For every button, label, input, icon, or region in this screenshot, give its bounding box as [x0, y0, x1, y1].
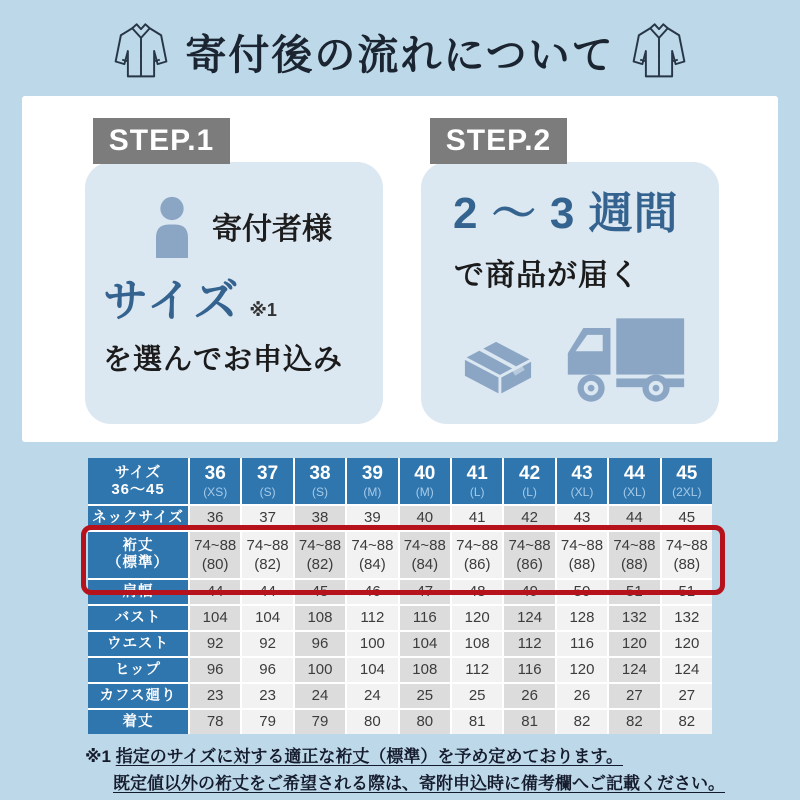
table-cell: 104 [347, 658, 397, 682]
steps-panel [22, 96, 778, 442]
table-cell: 81 [504, 710, 554, 734]
table-cell: 26 [504, 684, 554, 708]
table-cell: 37 [242, 506, 292, 530]
table-cell: 48 [452, 580, 502, 604]
table-cell: 74~88 (88) [557, 532, 607, 578]
table-cell: 112 [504, 632, 554, 656]
footnote [85, 743, 725, 797]
table-cell: 26 [557, 684, 607, 708]
table-cell: 104 [242, 606, 292, 630]
table-cell: 44 [609, 506, 659, 530]
table-cell: 24 [347, 684, 397, 708]
table-col-header: 37 (S) [242, 458, 292, 504]
table-cell: 112 [452, 658, 502, 682]
table-cell: 96 [190, 658, 240, 682]
table-cell: 46 [347, 580, 397, 604]
table-col-header: 42 (L) [504, 458, 554, 504]
table-cell: 108 [295, 606, 345, 630]
table-cell: 27 [662, 684, 712, 708]
table-cell: 50 [557, 580, 607, 604]
package-icon [452, 330, 544, 406]
table-cell: 82 [609, 710, 659, 734]
table-cell: 45 [662, 506, 712, 530]
size-line [103, 275, 383, 326]
table-cell: 92 [242, 632, 292, 656]
table-cell: 81 [452, 710, 502, 734]
table-cell: 116 [557, 632, 607, 656]
table-cell: 104 [400, 632, 450, 656]
table-cell: 128 [557, 606, 607, 630]
table-cell: 74~88 (82) [242, 532, 292, 578]
table-cell: 79 [295, 710, 345, 734]
table-cell: 120 [452, 606, 502, 630]
table-col-header: 43 (XL) [557, 458, 607, 504]
step1-card [85, 162, 383, 424]
table-cell: 78 [190, 710, 240, 734]
table-cell: 45 [295, 580, 345, 604]
arrival-text: で商品が届く [454, 259, 640, 292]
table-cell: 79 [242, 710, 292, 734]
table-cell: 25 [400, 684, 450, 708]
table-cell: 39 [347, 506, 397, 530]
table-cell: 74~88 (84) [400, 532, 450, 578]
table-cell: 74~88 (86) [504, 532, 554, 578]
table-row-label: ウエスト [88, 632, 188, 656]
table-cell: 27 [609, 684, 659, 708]
size-note-ref: ※1 [249, 300, 277, 320]
size-word: サイズ [103, 275, 241, 326]
footnote-marker: ※1 [85, 747, 111, 766]
table-cell: 112 [347, 606, 397, 630]
table-cell: 24 [295, 684, 345, 708]
table-cell: 44 [242, 580, 292, 604]
table-cell: 74~88 (82) [295, 532, 345, 578]
shirt-icon-right [631, 20, 687, 82]
table-row-label: 裄丈 （標準） [88, 532, 188, 578]
step2-card [421, 162, 719, 424]
table-cell: 116 [400, 606, 450, 630]
table-cell: 74~88 (88) [662, 532, 712, 578]
duration-text: 2 ～ 3 週間 [453, 189, 679, 238]
table-cell: 124 [504, 606, 554, 630]
table-cell: 96 [295, 632, 345, 656]
shirt-icon-left [113, 20, 169, 82]
table-cell: 40 [400, 506, 450, 530]
footnote-line2: 既定値以外の裄丈をご希望される際は、寄附申込時に備考欄へご記載ください。 [113, 774, 725, 794]
table-cell: 47 [400, 580, 450, 604]
table-cell: 96 [242, 658, 292, 682]
table-cell: 132 [662, 606, 712, 630]
table-col-header: 41 (L) [452, 458, 502, 504]
table-cell: 44 [190, 580, 240, 604]
action-text: を選んでお申込み [103, 344, 344, 376]
person-icon [148, 194, 196, 258]
table-cell: 124 [662, 658, 712, 682]
footnote-line1: ※1 指定のサイズに対する適正な裄丈（標準）を予め定めております。 [85, 747, 623, 766]
table-col-header: 45 (2XL) [662, 458, 712, 504]
page-title: 寄付後の流れについて [185, 31, 615, 78]
table-cell: 120 [662, 632, 712, 656]
table-cell: 43 [557, 506, 607, 530]
table-cell: 82 [662, 710, 712, 734]
table-cell: 120 [609, 632, 659, 656]
table-cell: 38 [295, 506, 345, 530]
table-col-header: 36 (XS) [190, 458, 240, 504]
table-cell: 80 [347, 710, 397, 734]
table-cell: 124 [609, 658, 659, 682]
size-table [88, 458, 712, 734]
table-corner-cell: サイズ 36～45 [88, 458, 188, 504]
table-cell: 116 [504, 658, 554, 682]
step2-badge: STEP.2 [430, 118, 567, 164]
table-cell: 80 [400, 710, 450, 734]
step1-badge: STEP.1 [93, 118, 230, 164]
table-cell: 120 [557, 658, 607, 682]
table-cell: 42 [504, 506, 554, 530]
table-cell: 74~88 (84) [347, 532, 397, 578]
table-cell: 23 [190, 684, 240, 708]
table-cell: 51 [662, 580, 712, 604]
table-cell: 108 [400, 658, 450, 682]
table-cell: 132 [609, 606, 659, 630]
table-cell: 74~88 (80) [190, 532, 240, 578]
table-row-label: ネックサイズ [88, 506, 188, 530]
table-col-header: 44 (XL) [609, 458, 659, 504]
table-cell: 100 [347, 632, 397, 656]
table-cell: 36 [190, 506, 240, 530]
shipping-icons-row [421, 316, 719, 406]
table-row-label: 着丈 [88, 710, 188, 734]
table-cell: 82 [557, 710, 607, 734]
table-row-label: ヒップ [88, 658, 188, 682]
table-cell: 104 [190, 606, 240, 630]
table-cell: 41 [452, 506, 502, 530]
table-cell: 23 [242, 684, 292, 708]
table-col-header: 38 (S) [295, 458, 345, 504]
table-col-header: 39 (M) [347, 458, 397, 504]
table-row-label: カフス廻り [88, 684, 188, 708]
table-cell: 74~88 (88) [609, 532, 659, 578]
truck-icon [562, 316, 688, 406]
person-label: 寄付者様 [212, 213, 332, 246]
table-cell: 92 [190, 632, 240, 656]
donor-row [85, 194, 383, 258]
table-cell: 100 [295, 658, 345, 682]
table-cell: 49 [504, 580, 554, 604]
table-cell: 74~88 (86) [452, 532, 502, 578]
table-cell: 51 [609, 580, 659, 604]
page-header [0, 16, 800, 86]
table-cell: 25 [452, 684, 502, 708]
table-row-label: バスト [88, 606, 188, 630]
table-cell: 108 [452, 632, 502, 656]
table-col-header: 40 (M) [400, 458, 450, 504]
table-row-label: 肩幅 [88, 580, 188, 604]
